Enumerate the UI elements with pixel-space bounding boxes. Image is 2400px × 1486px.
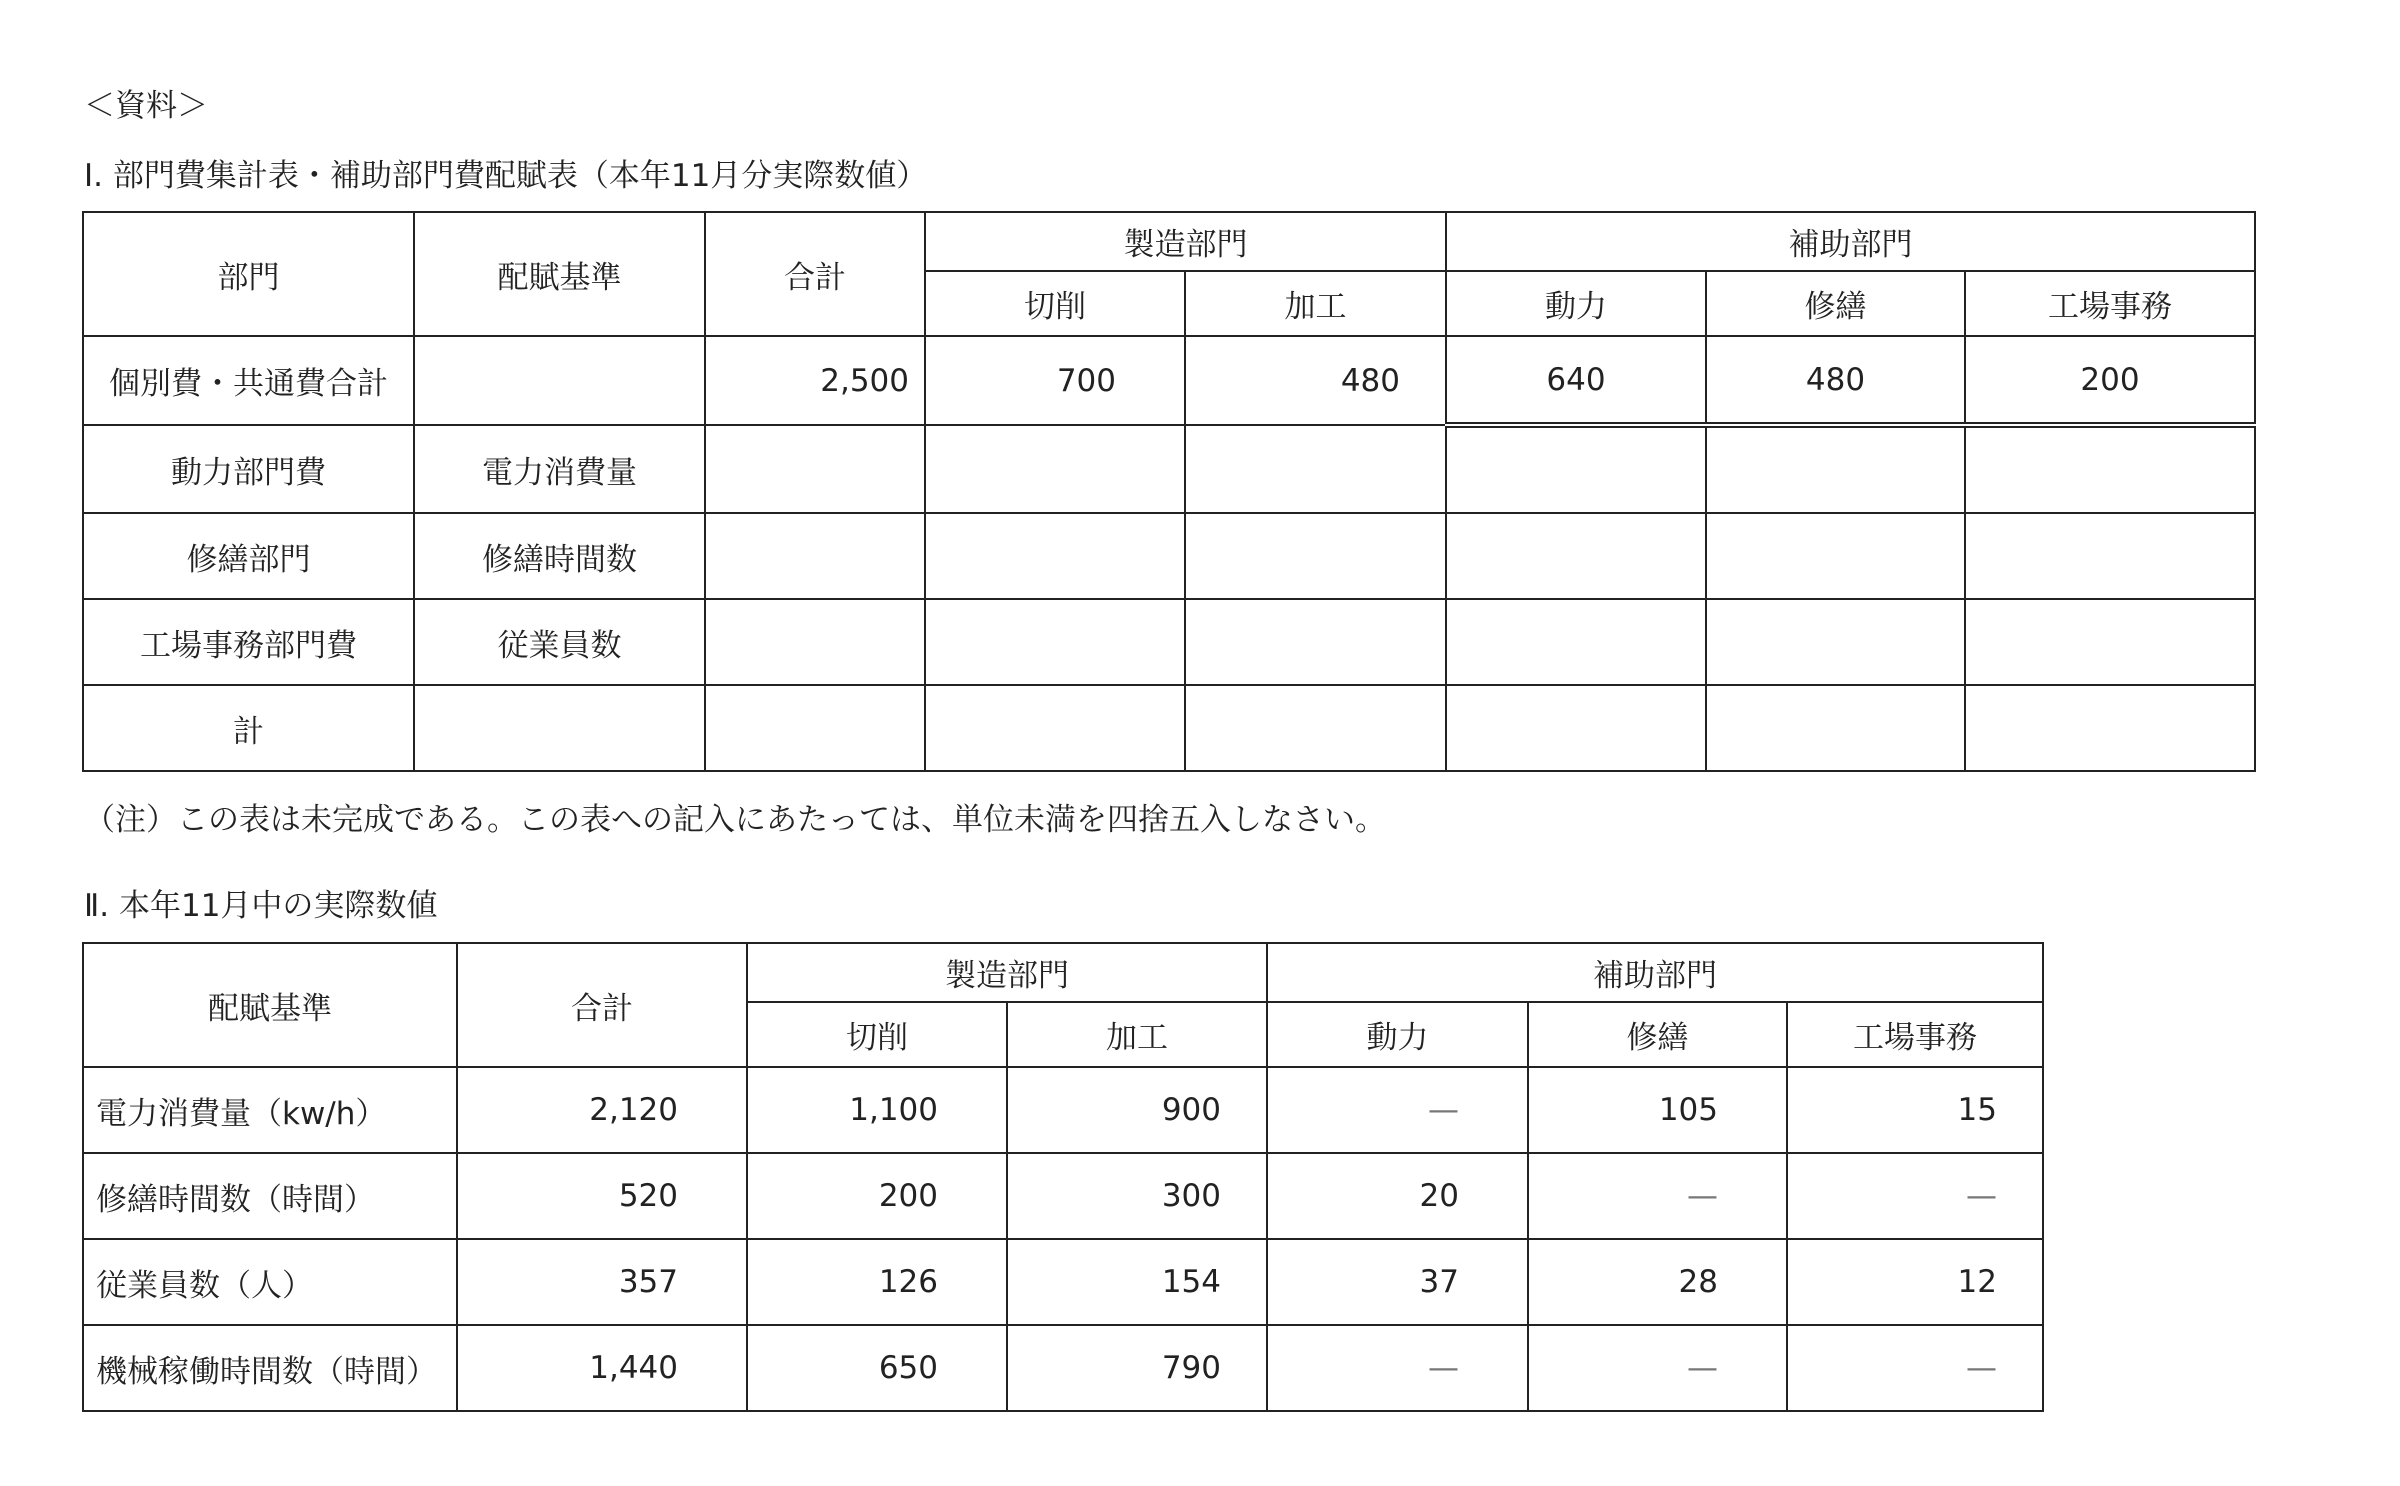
cell-repair: 28 — [1528, 1239, 1787, 1325]
cell-cutting — [925, 599, 1185, 685]
cell-cutting: 650 — [747, 1325, 1007, 1411]
table-row — [83, 1153, 2043, 1239]
row-label: 電力消費量（kw/h） — [83, 1067, 457, 1153]
cell-total: 2,500 — [705, 336, 925, 425]
cell-power — [1446, 599, 1706, 685]
table-row — [83, 336, 2255, 425]
header-total: 合計 — [457, 943, 747, 1067]
cell-factory-office: — — [1787, 1153, 2043, 1239]
cell-power — [1446, 513, 1706, 599]
row-label: 修繕時間数（時間） — [83, 1153, 457, 1239]
cell-processing: 300 — [1007, 1153, 1267, 1239]
header-support: 補助部門 — [1267, 943, 2043, 1002]
section1-title: Ⅰ. 部門費集計表・補助部門費配賦表（本年11月分実際数値） — [84, 158, 928, 194]
cell-power: 640 — [1446, 336, 1706, 425]
cell-factory-office — [1965, 513, 2255, 599]
cell-factory-office: — — [1787, 1325, 2043, 1411]
cell-power: — — [1267, 1325, 1528, 1411]
department-cost-table — [82, 211, 2256, 772]
cell-total — [705, 599, 925, 685]
row-basis: 修繕時間数 — [414, 513, 705, 599]
header-manufacturing: 製造部門 — [747, 943, 1267, 1002]
cell-total: 357 — [457, 1239, 747, 1325]
table-header-row — [83, 943, 2043, 1002]
table-row — [83, 425, 2255, 513]
header-power: 動力 — [1267, 1002, 1528, 1067]
cell-cutting: 200 — [747, 1153, 1007, 1239]
row-basis — [414, 336, 705, 425]
cell-repair: 105 — [1528, 1067, 1787, 1153]
row-label: 機械稼働時間数（時間） — [83, 1325, 457, 1411]
header-processing: 加工 — [1185, 271, 1446, 336]
row-label: 動力部門費 — [83, 425, 414, 513]
row-label: 工場事務部門費 — [83, 599, 414, 685]
row-basis: 従業員数 — [414, 599, 705, 685]
header-support: 補助部門 — [1446, 212, 2255, 271]
cell-factory-office: 200 — [1965, 336, 2255, 425]
cell-cutting — [925, 685, 1185, 771]
cell-processing — [1185, 685, 1446, 771]
header-processing: 加工 — [1007, 1002, 1267, 1067]
cell-processing — [1185, 599, 1446, 685]
cell-processing: 154 — [1007, 1239, 1267, 1325]
header-cutting: 切削 — [925, 271, 1185, 336]
cell-repair — [1706, 599, 1965, 685]
cell-repair: 480 — [1706, 336, 1965, 425]
header-factory-office: 工場事務 — [1787, 1002, 2043, 1067]
row-label: 修繕部門 — [83, 513, 414, 599]
table-row — [83, 599, 2255, 685]
header-total: 合計 — [705, 212, 925, 336]
cell-total — [705, 685, 925, 771]
table-header-row — [83, 212, 2255, 271]
cell-processing: 790 — [1007, 1325, 1267, 1411]
cell-power: — — [1267, 1067, 1528, 1153]
header-repair: 修繕 — [1706, 271, 1965, 336]
cell-power: 20 — [1267, 1153, 1528, 1239]
table-note: （注）この表は未完成である。この表への記入にあたっては、単位未満を四捨五入しなさい。 — [84, 802, 1386, 838]
cell-cutting: 700 — [925, 336, 1185, 425]
cell-total — [705, 513, 925, 599]
cell-repair — [1706, 685, 1965, 771]
row-basis: 電力消費量 — [414, 425, 705, 513]
cell-processing — [1185, 513, 1446, 599]
cell-cutting — [925, 513, 1185, 599]
header-power: 動力 — [1446, 271, 1706, 336]
cell-cutting — [925, 425, 1185, 513]
cell-power — [1446, 685, 1706, 771]
cell-total — [705, 425, 925, 513]
cell-processing — [1185, 425, 1446, 513]
table-row — [83, 1067, 2043, 1153]
cell-factory-office — [1965, 425, 2255, 513]
cell-total: 2,120 — [457, 1067, 747, 1153]
cell-repair: — — [1528, 1153, 1787, 1239]
cell-repair — [1706, 425, 1965, 513]
header-basis: 配賦基準 — [414, 212, 705, 336]
header-repair: 修繕 — [1528, 1002, 1787, 1067]
header-basis: 配賦基準 — [83, 943, 457, 1067]
actual-figures-table — [82, 942, 2044, 1412]
table-row — [83, 513, 2255, 599]
cell-processing: 900 — [1007, 1067, 1267, 1153]
cell-total: 1,440 — [457, 1325, 747, 1411]
cell-repair: — — [1528, 1325, 1787, 1411]
cell-factory-office — [1965, 599, 2255, 685]
cell-power — [1446, 425, 1706, 513]
cell-factory-office — [1965, 685, 2255, 771]
row-label: 従業員数（人） — [83, 1239, 457, 1325]
table-row — [83, 1325, 2043, 1411]
cell-factory-office: 15 — [1787, 1067, 2043, 1153]
cell-total: 520 — [457, 1153, 747, 1239]
cell-power: 37 — [1267, 1239, 1528, 1325]
material-label: ＜資料＞ — [84, 88, 208, 124]
header-factory-office: 工場事務 — [1965, 271, 2255, 336]
header-department: 部門 — [83, 212, 414, 336]
header-manufacturing: 製造部門 — [925, 212, 1446, 271]
table-row — [83, 1239, 2043, 1325]
row-basis — [414, 685, 705, 771]
cell-cutting: 1,100 — [747, 1067, 1007, 1153]
table-row — [83, 685, 2255, 771]
header-cutting: 切削 — [747, 1002, 1007, 1067]
row-label: 個別費・共通費合計 — [83, 336, 414, 425]
cell-repair — [1706, 513, 1965, 599]
row-label: 計 — [83, 685, 414, 771]
cell-factory-office: 12 — [1787, 1239, 2043, 1325]
cell-processing: 480 — [1185, 336, 1446, 425]
section2-title: Ⅱ. 本年11月中の実際数値 — [84, 888, 438, 924]
cell-cutting: 126 — [747, 1239, 1007, 1325]
